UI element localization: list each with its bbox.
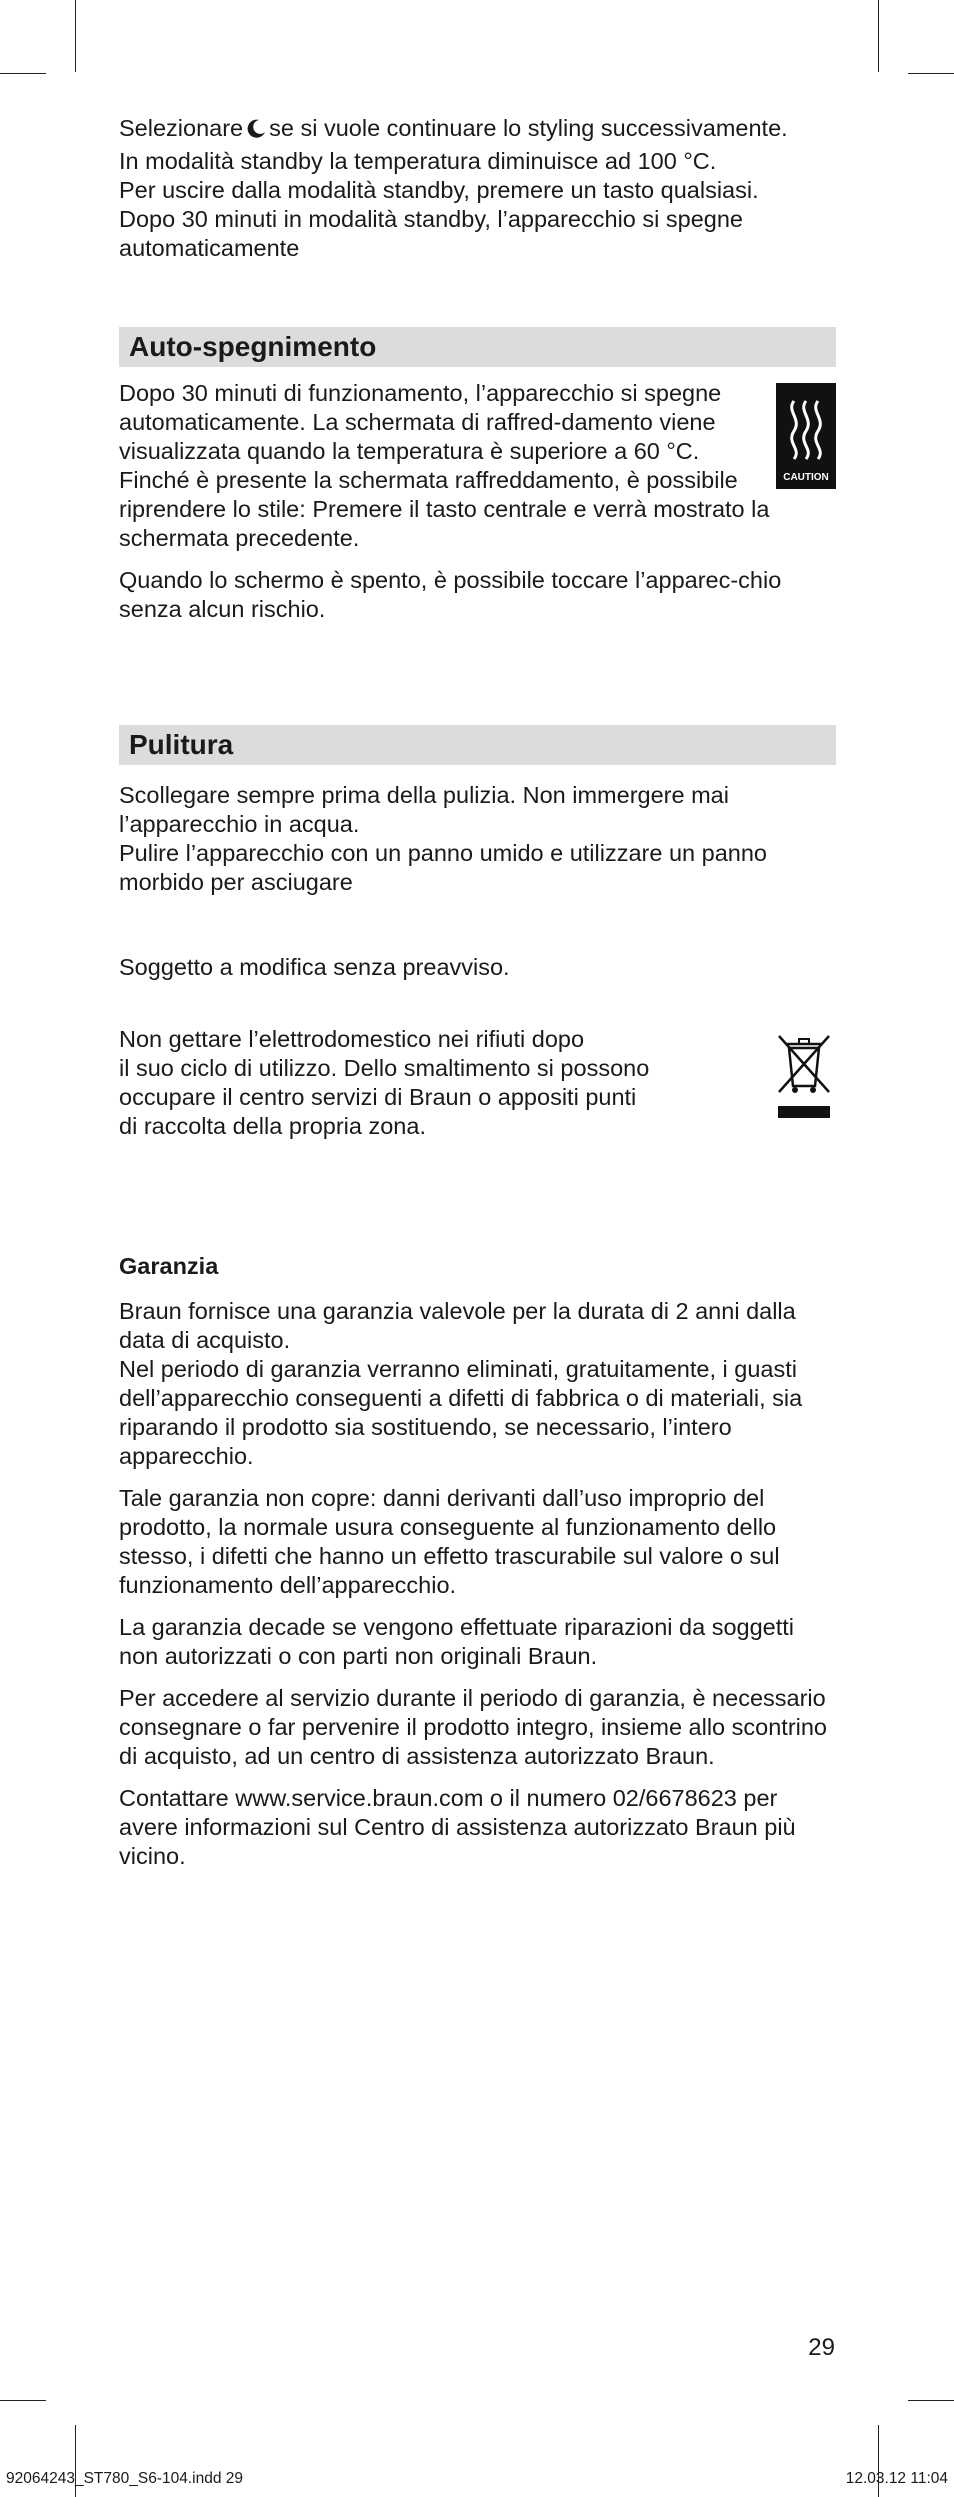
cleaning-heading: Pulitura [119,725,836,765]
caution-label: CAUTION [783,472,829,483]
weee-bin-icon [773,1030,835,1127]
warranty-paragraph-4: Per accedere al servizio durante il periodo di garanzia, è necessario consegnare o far pervenire il prodotto integro, insieme allo scontrino di acquisto, ad un centro di assistenza autorizzato Braun. [119,1685,828,1769]
warranty-section [119,1252,836,1871]
crop-mark [75,0,76,72]
change-notice: Soggetto a modifica senza preavviso. [119,954,510,980]
crop-mark [0,2400,46,2401]
standby-pre-text: Selezionare [119,115,244,141]
warranty-paragraph-2: Tale garanzia non copre: danni derivanti dall’uso improprio del prodotto, la normale usura conseguente al funzionamento dello stesso, i difetti che hanno un effetto trascurabile sul valore o sul funzionamento dell’apparecchio. [119,1485,780,1598]
crop-mark [908,73,954,74]
warranty-paragraph-3: La garanzia decade se vengono effettuate riparazioni da soggetti non autorizzati o con parti non originali Braun. [119,1614,795,1669]
auto-off-section [119,327,836,624]
warranty-title: Garanzia [119,1253,219,1279]
warranty-paragraph-5: Contattare www.service.braun.com o il numero 02/6678623 per avere informazioni sul Centro di assistenza autorizzato Braun più vicino. [119,1785,796,1869]
disposal-paragraph: Non gettare l’elettrodomestico nei rifiuti dopo il suo ciclo di utilizzo. Dello smaltimento si possono occupare il centro servizi di Braun o appositi punti di raccolta della propria zona. [119,1026,650,1139]
auto-off-paragraph-1: Dopo 30 minuti di funzionamento, l’apparecchio si spegne automaticamente. La schermata di raffred-damento viene visualizzata quando la temperatura è superiore a 60 °C. [119,380,722,464]
crop-mark [908,2400,954,2401]
auto-off-paragraph-1b: Finché è presente la schermata raffreddamento, è possibile riprendere lo stile: Premere il tasto centrale e verrà mostrato la schermata precedente. [119,467,770,551]
standby-text: In modalità standby la temperatura diminuisce ad 100 °C. Per uscire dalla modalità standby, premere un tasto qualsiasi. Dopo 30 minuti in modalità standby, l’apparecchio si spegne automaticamente [119,148,759,261]
standby-moon-icon [245,118,267,147]
date-slug: 12.03.12 11:04 [845,2470,948,2487]
notice-section [119,953,836,982]
file-slug: 92064243_ST780_S6-104.indd 29 [6,2470,244,2487]
page-number: 29 [808,2334,835,2361]
standby-post-text: se si vuole continuare lo styling successivamente. [269,115,788,141]
cleaning-paragraph: Scollegare sempre prima della pulizia. Non immergere mai l’apparecchio in acqua. Pulire l’apparecchio con un panno umido e utilizzare un panno morbido per asciugare [119,782,767,895]
crop-mark [0,73,46,74]
caution-hot-surface-icon [776,383,836,494]
cleaning-section [119,725,836,897]
standby-section [119,114,836,263]
standby-line1 [119,114,836,147]
crop-mark [878,0,879,72]
auto-off-paragraph-2: Quando lo schermo è spento, è possibile toccare l’apparec-chio senza alcun rischio. [119,567,782,622]
auto-off-heading: Auto-spegnimento [119,327,836,367]
disposal-section [119,1025,836,1141]
warranty-paragraph-1: Braun fornisce una garanzia valevole per la durata di 2 anni dalla data di acquisto. Nel periodo di garanzia verranno eliminati, gratuitamente, i guasti dell’apparecchio conseguenti a difetti di fabbrica o di materiali, sia riparando il prodotto sia sostituendo, se necessario, l’intero apparecchio. [119,1298,803,1469]
